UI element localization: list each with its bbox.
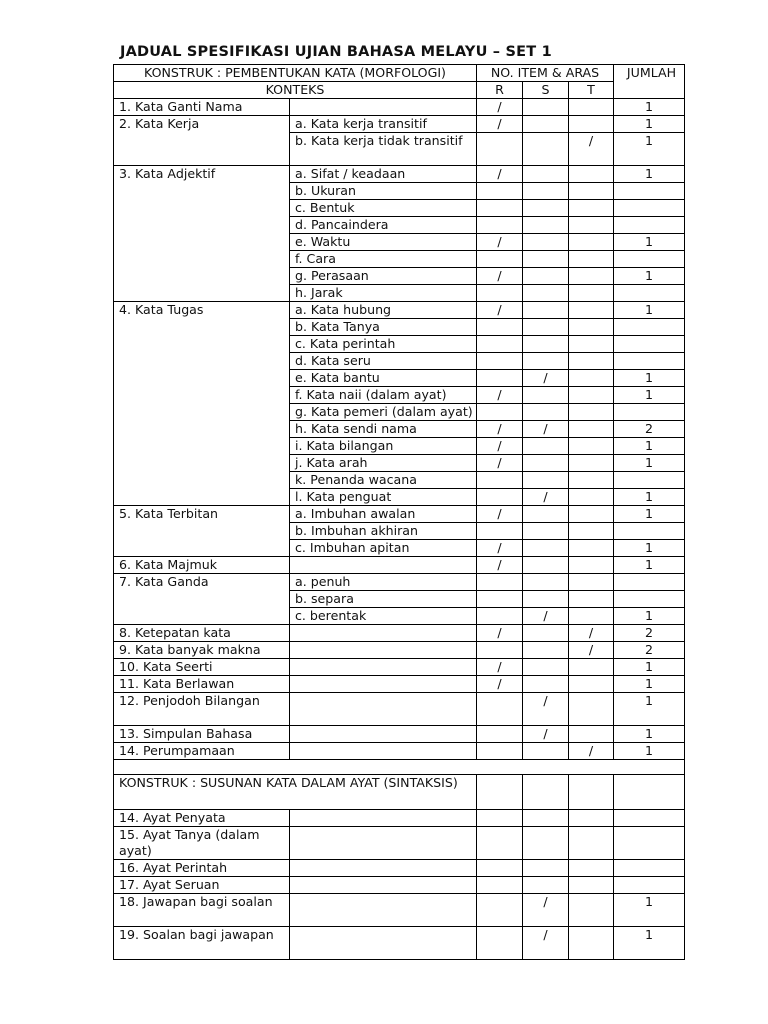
jumlah-cell <box>614 523 685 540</box>
category-cell: 3. Kata Adjektif <box>114 166 290 302</box>
jumlah-cell: 1 <box>614 726 685 743</box>
r-cell: / <box>477 676 523 693</box>
s-cell <box>523 506 569 523</box>
subcategory-cell: e. Kata bantu <box>290 370 477 387</box>
jumlah-cell <box>614 200 685 217</box>
jumlah-cell: 1 <box>614 387 685 404</box>
table-row <box>114 302 685 319</box>
jumlah-cell: 1 <box>614 455 685 472</box>
subcategory-cell: a. Kata hubung <box>290 302 477 319</box>
r-cell <box>477 608 523 625</box>
s-cell <box>523 200 569 217</box>
r-cell <box>477 927 523 960</box>
table-row <box>114 676 685 693</box>
table-row <box>114 116 685 133</box>
t-cell: / <box>569 625 614 642</box>
r-cell <box>477 183 523 200</box>
subcategory-cell <box>290 810 477 827</box>
t-cell <box>569 370 614 387</box>
r-cell: / <box>477 421 523 438</box>
t-cell <box>569 472 614 489</box>
r-cell <box>477 370 523 387</box>
jumlah-cell: 1 <box>614 99 685 116</box>
t-cell <box>569 183 614 200</box>
s-cell <box>523 642 569 659</box>
subcategory-cell <box>290 99 477 116</box>
s-cell <box>523 336 569 353</box>
t-cell <box>569 659 614 676</box>
r-cell <box>477 810 523 827</box>
s-cell: / <box>523 370 569 387</box>
category-cell: 17. Ayat Seruan <box>114 877 290 894</box>
category-cell: 14. Ayat Penyata <box>114 810 290 827</box>
jumlah-cell <box>614 472 685 489</box>
jumlah-cell: 1 <box>614 489 685 506</box>
s-cell <box>523 268 569 285</box>
r-cell <box>477 523 523 540</box>
subcategory-cell <box>290 676 477 693</box>
t-cell <box>569 438 614 455</box>
s-cell <box>523 591 569 608</box>
t-cell <box>569 877 614 894</box>
category-cell: 14. Perumpamaan <box>114 743 290 760</box>
konstruk-morfologi-header: KONSTRUK : PEMBENTUKAN KATA (MORFOLOGI) <box>114 65 477 82</box>
j-cell <box>614 775 685 810</box>
subcategory-cell: b. Kata kerja tidak transitif <box>290 133 477 166</box>
s-cell <box>523 743 569 760</box>
s-cell: / <box>523 489 569 506</box>
category-cell: 11. Kata Berlawan <box>114 676 290 693</box>
category-cell: 15. Ayat Tanya (dalam ayat) <box>114 827 290 860</box>
jumlah-cell <box>614 251 685 268</box>
t-cell <box>569 574 614 591</box>
jumlah-cell: 1 <box>614 116 685 133</box>
jumlah-cell <box>614 860 685 877</box>
subcategory-cell: g. Perasaan <box>290 268 477 285</box>
subcategory-cell: f. Cara <box>290 251 477 268</box>
jumlah-cell: 1 <box>614 659 685 676</box>
t-cell <box>569 860 614 877</box>
subcategory-cell: c. Imbuhan apitan <box>290 540 477 557</box>
t-header: T <box>569 82 614 99</box>
s-cell: / <box>523 608 569 625</box>
jumlah-cell <box>614 336 685 353</box>
s-cell <box>523 676 569 693</box>
t-cell <box>569 775 614 810</box>
s-cell <box>523 827 569 860</box>
r-cell: / <box>477 659 523 676</box>
subcategory-cell <box>290 693 477 726</box>
s-cell <box>523 523 569 540</box>
subcategory-cell <box>290 642 477 659</box>
t-cell <box>569 557 614 574</box>
t-cell <box>569 285 614 302</box>
jumlah-cell: 2 <box>614 642 685 659</box>
konstruk-sintaksis-row <box>114 775 685 810</box>
t-cell <box>569 116 614 133</box>
jumlah-cell: 2 <box>614 625 685 642</box>
subcategory-cell: b. Imbuhan akhiran <box>290 523 477 540</box>
subcategory-cell: d. Kata seru <box>290 353 477 370</box>
s-cell <box>523 234 569 251</box>
subcategory-cell <box>290 860 477 877</box>
t-cell <box>569 251 614 268</box>
jumlah-cell: 1 <box>614 557 685 574</box>
t-cell <box>569 353 614 370</box>
r-cell <box>477 251 523 268</box>
s-cell <box>523 860 569 877</box>
jumlah-cell <box>614 404 685 421</box>
r-cell: / <box>477 99 523 116</box>
subcategory-cell <box>290 743 477 760</box>
r-cell <box>477 285 523 302</box>
subcategory-cell <box>290 726 477 743</box>
t-cell <box>569 99 614 116</box>
s-cell <box>523 183 569 200</box>
table-row <box>114 860 685 877</box>
t-cell <box>569 200 614 217</box>
subcategory-cell: i. Kata bilangan <box>290 438 477 455</box>
jumlah-cell: 1 <box>614 927 685 960</box>
jumlah-cell: 1 <box>614 894 685 927</box>
subcategory-cell <box>290 659 477 676</box>
category-cell: 4. Kata Tugas <box>114 302 290 506</box>
r-cell: / <box>477 438 523 455</box>
jumlah-cell <box>614 183 685 200</box>
konteks-header: KONTEKS <box>114 82 477 99</box>
jumlah-cell: 2 <box>614 421 685 438</box>
t-cell <box>569 302 614 319</box>
subcategory-cell: k. Penanda wacana <box>290 472 477 489</box>
t-cell <box>569 608 614 625</box>
r-cell <box>477 404 523 421</box>
t-cell <box>569 591 614 608</box>
jumlah-cell: 1 <box>614 166 685 183</box>
r-cell: / <box>477 387 523 404</box>
subcategory-cell: d. Pancaindera <box>290 217 477 234</box>
s-cell <box>523 166 569 183</box>
t-cell <box>569 827 614 860</box>
s-cell <box>523 574 569 591</box>
subcategory-cell: c. berentak <box>290 608 477 625</box>
jumlah-cell <box>614 319 685 336</box>
table-row <box>114 693 685 726</box>
subcategory-cell <box>290 827 477 860</box>
s-cell <box>523 387 569 404</box>
subcategory-cell: b. separa <box>290 591 477 608</box>
table-row <box>114 166 685 183</box>
header-row-2 <box>114 82 685 99</box>
table-row <box>114 574 685 591</box>
t-cell <box>569 166 614 183</box>
subcategory-cell <box>290 877 477 894</box>
r-cell: / <box>477 557 523 574</box>
category-cell: 1. Kata Ganti Nama <box>114 99 290 116</box>
subcategory-cell: b. Ukuran <box>290 183 477 200</box>
r-cell <box>477 775 523 810</box>
category-cell: 18. Jawapan bagi soalan <box>114 894 290 927</box>
t-cell <box>569 894 614 927</box>
subcategory-cell: b. Kata Tanya <box>290 319 477 336</box>
subcategory-cell <box>290 557 477 574</box>
jumlah-cell <box>614 217 685 234</box>
s-cell <box>523 116 569 133</box>
jumlah-cell: 1 <box>614 302 685 319</box>
category-cell: 5. Kata Terbitan <box>114 506 290 557</box>
jumlah-cell: 1 <box>614 370 685 387</box>
jumlah-cell: 1 <box>614 133 685 166</box>
subcategory-cell: c. Kata perintah <box>290 336 477 353</box>
jumlah-cell: 1 <box>614 234 685 251</box>
category-cell: 16. Ayat Perintah <box>114 860 290 877</box>
subcategory-cell: e. Waktu <box>290 234 477 251</box>
r-cell: / <box>477 506 523 523</box>
r-cell: / <box>477 116 523 133</box>
r-cell <box>477 472 523 489</box>
category-cell: 8. Ketepatan kata <box>114 625 290 642</box>
no-item-aras-header: NO. ITEM & ARAS <box>477 65 614 82</box>
r-cell <box>477 591 523 608</box>
jumlah-cell <box>614 574 685 591</box>
r-cell <box>477 743 523 760</box>
s-cell <box>523 353 569 370</box>
t-cell <box>569 404 614 421</box>
category-cell: 6. Kata Majmuk <box>114 557 290 574</box>
r-cell <box>477 319 523 336</box>
category-cell: 7. Kata Ganda <box>114 574 290 625</box>
t-cell <box>569 540 614 557</box>
s-cell <box>523 659 569 676</box>
s-cell: / <box>523 894 569 927</box>
jumlah-cell: 1 <box>614 268 685 285</box>
jumlah-cell <box>614 591 685 608</box>
r-cell <box>477 489 523 506</box>
r-cell <box>477 574 523 591</box>
s-header: S <box>523 82 569 99</box>
t-cell <box>569 217 614 234</box>
t-cell <box>569 268 614 285</box>
s-cell: / <box>523 421 569 438</box>
s-cell <box>523 251 569 268</box>
t-cell: / <box>569 133 614 166</box>
konstruk-sintaksis-header: KONSTRUK : SUSUNAN KATA DALAM AYAT (SINTAKSIS) <box>114 775 477 810</box>
r-cell <box>477 827 523 860</box>
subcategory-cell: h. Kata sendi nama <box>290 421 477 438</box>
r-cell <box>477 894 523 927</box>
jumlah-cell <box>614 810 685 827</box>
r-cell: / <box>477 455 523 472</box>
s-cell <box>523 404 569 421</box>
s-cell: / <box>523 726 569 743</box>
jumlah-cell: 1 <box>614 540 685 557</box>
r-cell <box>477 642 523 659</box>
separator-row <box>114 760 685 775</box>
t-cell <box>569 234 614 251</box>
jumlah-cell: 1 <box>614 693 685 726</box>
category-cell: 10. Kata Seerti <box>114 659 290 676</box>
s-cell <box>523 877 569 894</box>
subcategory-cell <box>290 625 477 642</box>
table-row <box>114 743 685 760</box>
s-cell <box>523 557 569 574</box>
t-cell <box>569 421 614 438</box>
subcategory-cell: g. Kata pemeri (dalam ayat) <box>290 404 477 421</box>
t-cell <box>569 455 614 472</box>
r-cell <box>477 726 523 743</box>
table-row <box>114 927 685 960</box>
r-header: R <box>477 82 523 99</box>
s-cell <box>523 775 569 810</box>
separator-cell <box>114 760 685 775</box>
table-row <box>114 642 685 659</box>
subcategory-cell: f. Kata naii (dalam ayat) <box>290 387 477 404</box>
s-cell <box>523 810 569 827</box>
s-cell <box>523 99 569 116</box>
jumlah-cell: 1 <box>614 438 685 455</box>
jumlah-cell: 1 <box>614 506 685 523</box>
table-row <box>114 877 685 894</box>
subcategory-cell: a. Imbuhan awalan <box>290 506 477 523</box>
category-cell: 2. Kata Kerja <box>114 116 290 166</box>
r-cell <box>477 860 523 877</box>
r-cell <box>477 336 523 353</box>
table-row <box>114 625 685 642</box>
table-row <box>114 810 685 827</box>
subcategory-cell: l. Kata penguat <box>290 489 477 506</box>
subcategory-cell <box>290 894 477 927</box>
subcategory-cell: a. Sifat / keadaan <box>290 166 477 183</box>
t-cell <box>569 319 614 336</box>
t-cell <box>569 336 614 353</box>
specification-table <box>113 64 685 960</box>
r-cell: / <box>477 234 523 251</box>
t-cell: / <box>569 743 614 760</box>
subcategory-cell: a. penuh <box>290 574 477 591</box>
r-cell <box>477 353 523 370</box>
s-cell <box>523 625 569 642</box>
jumlah-cell: 1 <box>614 608 685 625</box>
s-cell <box>523 133 569 166</box>
s-cell: / <box>523 927 569 960</box>
table-row <box>114 827 685 860</box>
t-cell <box>569 726 614 743</box>
subcategory-cell <box>290 927 477 960</box>
jumlah-cell: 1 <box>614 676 685 693</box>
t-cell <box>569 676 614 693</box>
jumlah-cell <box>614 353 685 370</box>
r-cell <box>477 877 523 894</box>
category-cell: 19. Soalan bagi jawapan <box>114 927 290 960</box>
t-cell <box>569 927 614 960</box>
s-cell <box>523 540 569 557</box>
r-cell <box>477 200 523 217</box>
table-row <box>114 894 685 927</box>
r-cell <box>477 217 523 234</box>
s-cell <box>523 319 569 336</box>
category-cell: 9. Kata banyak makna <box>114 642 290 659</box>
r-cell: / <box>477 166 523 183</box>
category-cell: 13. Simpulan Bahasa <box>114 726 290 743</box>
s-cell <box>523 455 569 472</box>
s-cell: / <box>523 693 569 726</box>
s-cell <box>523 217 569 234</box>
jumlah-cell <box>614 827 685 860</box>
jumlah-cell <box>614 285 685 302</box>
s-cell <box>523 285 569 302</box>
jumlah-cell <box>614 877 685 894</box>
r-cell: / <box>477 540 523 557</box>
category-cell: 12. Penjodoh Bilangan <box>114 693 290 726</box>
s-cell <box>523 302 569 319</box>
r-cell: / <box>477 268 523 285</box>
subcategory-cell: a. Kata kerja transitif <box>290 116 477 133</box>
table-row <box>114 659 685 676</box>
s-cell <box>523 438 569 455</box>
table-row <box>114 99 685 116</box>
jumlah-header: JUMLAH <box>614 65 685 99</box>
jumlah-cell: 1 <box>614 743 685 760</box>
table-row <box>114 726 685 743</box>
r-cell <box>477 693 523 726</box>
page-title: JADUAL SPESIFIKASI UJIAN BAHASA MELAYU – SET 1 <box>120 44 552 60</box>
t-cell <box>569 810 614 827</box>
r-cell <box>477 133 523 166</box>
t-cell <box>569 387 614 404</box>
subcategory-cell: j. Kata arah <box>290 455 477 472</box>
subcategory-cell: c. Bentuk <box>290 200 477 217</box>
r-cell: / <box>477 302 523 319</box>
table-row <box>114 506 685 523</box>
table-row <box>114 557 685 574</box>
t-cell <box>569 523 614 540</box>
r-cell: / <box>477 625 523 642</box>
subcategory-cell: h. Jarak <box>290 285 477 302</box>
t-cell <box>569 506 614 523</box>
t-cell: / <box>569 642 614 659</box>
t-cell <box>569 489 614 506</box>
t-cell <box>569 693 614 726</box>
s-cell <box>523 472 569 489</box>
header-row-1 <box>114 65 685 82</box>
